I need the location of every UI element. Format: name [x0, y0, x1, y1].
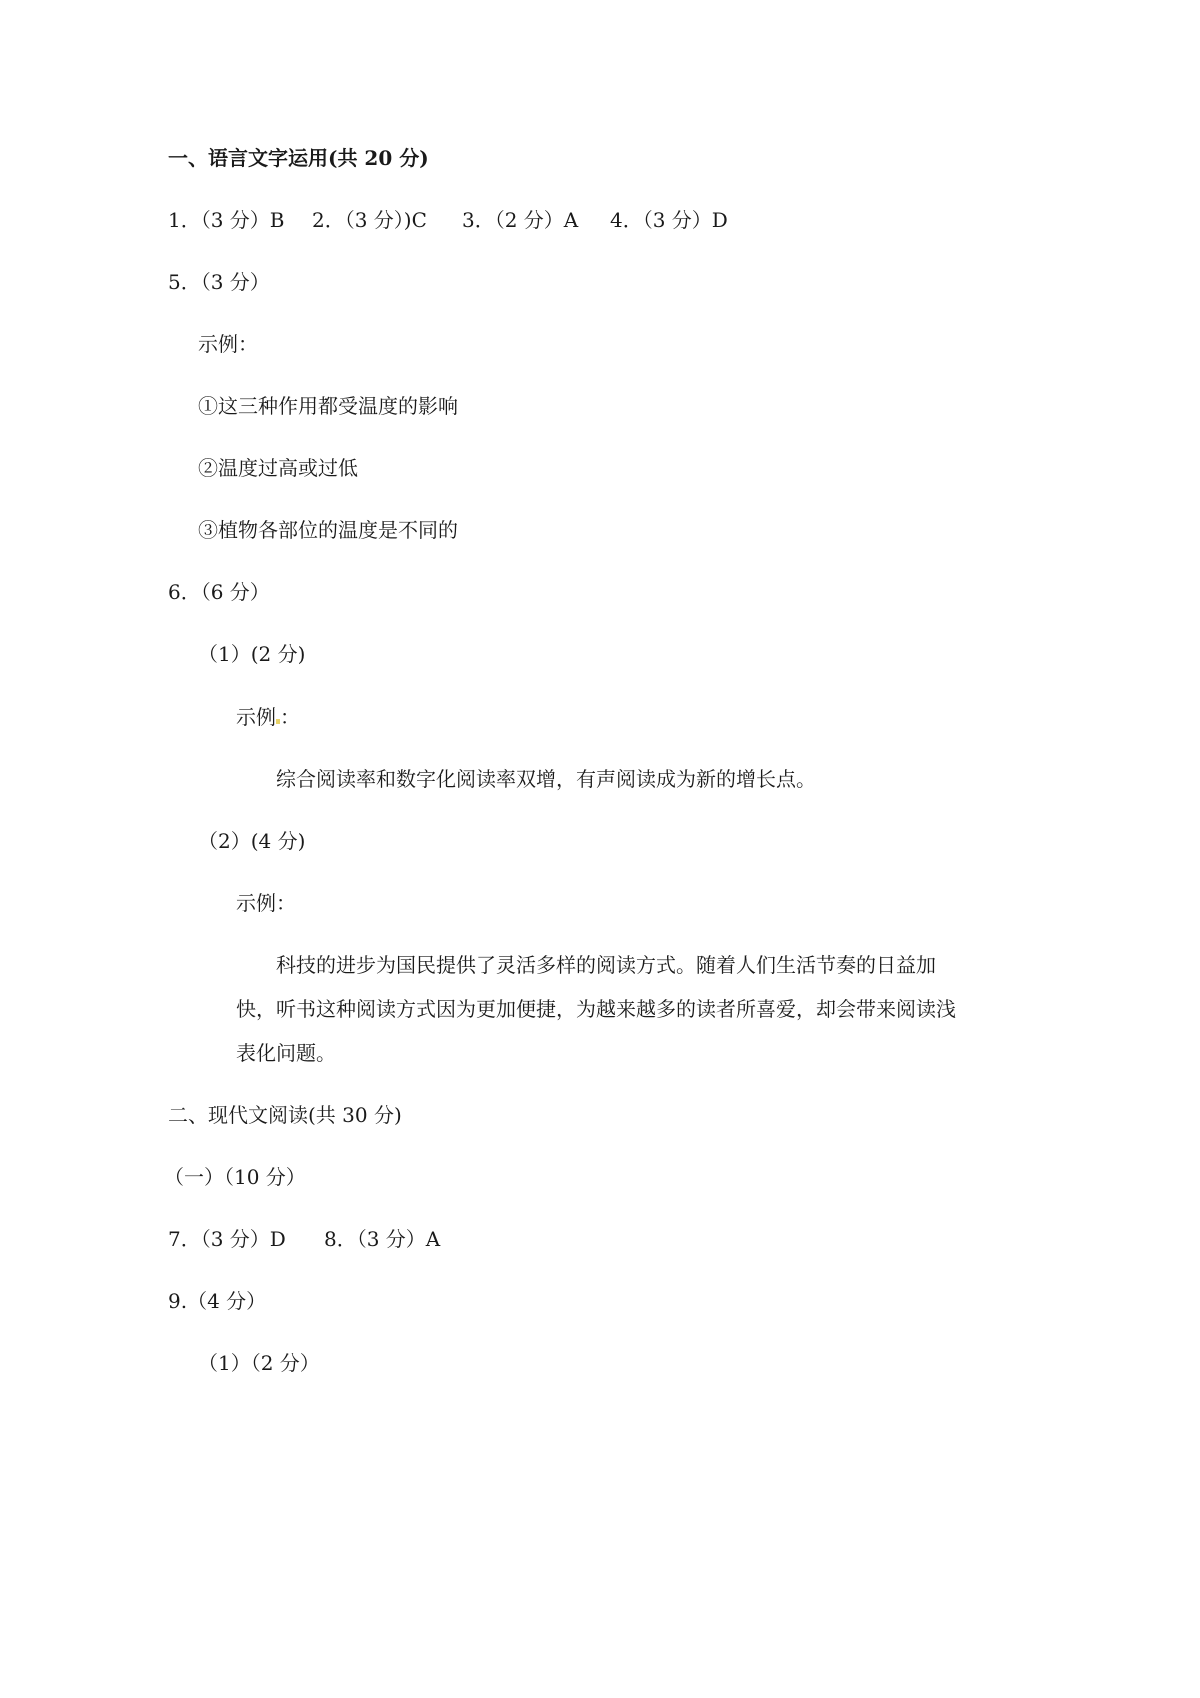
- q6-part1-example-text: 示例: [236, 705, 276, 729]
- q6-part1-answer: 综合阅读率和数字化阅读率双增，有声阅读成为新的增长点。: [276, 767, 816, 791]
- q5-example-label: 示例：: [198, 332, 258, 356]
- q5-point-3: ③植物各部位的温度是不同的: [198, 518, 458, 542]
- answer-q2: 2．（3 分）)C: [312, 208, 427, 232]
- section-heading-language-use: 一、语言文字运用(共 20 分): [168, 146, 429, 170]
- q9-part1-label: （1）（2 分）: [198, 1351, 320, 1375]
- q9-label: 9.（4 分）: [168, 1289, 267, 1313]
- sub-heading-part-one: （一）（10 分）: [164, 1165, 306, 1189]
- q6-part1-example-colon: ：: [280, 705, 300, 729]
- answer-q4: 4．（3 分）D: [610, 208, 728, 232]
- q6-part1-label: （1）(2 分): [198, 642, 306, 666]
- q6-part1-example-label: [236, 703, 300, 731]
- q5-point-1: ①这三种作用都受温度的影响: [198, 394, 458, 418]
- section-heading-modern-reading: 二、现代文阅读(共 30 分): [168, 1103, 402, 1127]
- q6-part2-example-label: 示例：: [236, 891, 296, 915]
- q6-part2-label: （2）(4 分): [198, 829, 306, 853]
- answer-q1: 1．（3 分）B: [168, 208, 285, 232]
- answer-q3: 3．（2 分）A: [462, 208, 579, 232]
- q5-label: 5．（3 分）: [168, 270, 270, 294]
- q6-part2-answer-line-1: 科技的进步为国民提供了灵活多样的阅读方式。随着人们生活节奏的日益加: [276, 953, 936, 977]
- q6-label: 6．（6 分）: [168, 580, 270, 604]
- answer-q7: 7．（3 分）D: [168, 1227, 286, 1251]
- answer-q8: 8．（3 分）A: [324, 1227, 441, 1251]
- q5-point-2: ②温度过高或过低: [198, 456, 358, 480]
- q6-part2-answer-line-2: 快，听书这种阅读方式因为更加便捷，为越来越多的读者所喜爱，却会带来阅读浅: [236, 997, 956, 1021]
- q6-part2-answer-line-3: 表化问题。: [236, 1041, 336, 1065]
